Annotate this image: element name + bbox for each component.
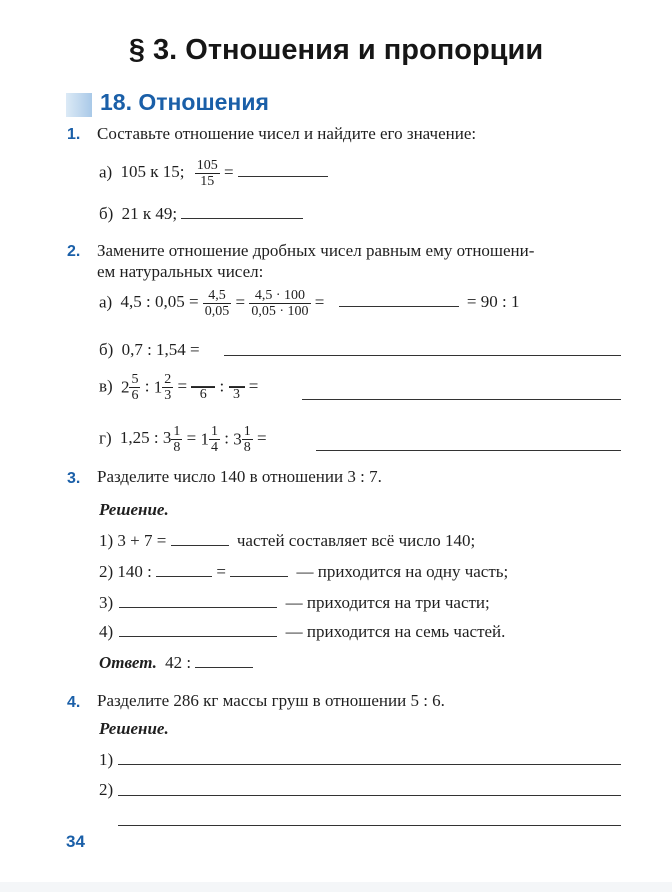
item-label: а): [99, 292, 113, 312]
denominator: 3: [164, 388, 172, 403]
equals-sign: =: [248, 376, 259, 396]
step-suffix: — приходится на одну часть;: [296, 562, 509, 581]
equals-sign: =: [256, 428, 267, 448]
fraction: [129, 372, 140, 403]
answer-line[interactable]: [118, 764, 621, 765]
denominator: 0,05 · 100: [251, 304, 309, 319]
answer-row: [99, 653, 253, 673]
answer-blank[interactable]: [119, 622, 277, 637]
section-title: 18. Отношения: [100, 89, 269, 115]
answer-blank[interactable]: [339, 292, 459, 307]
result-text: = 90 : 1: [466, 292, 520, 312]
solution-step-4: [99, 622, 505, 642]
task-number: 3.: [67, 470, 81, 487]
numerator: 4,5: [208, 288, 226, 303]
answer-text: 42 :: [165, 653, 192, 672]
numerator: 2: [164, 372, 172, 387]
fraction: [249, 288, 310, 319]
equals-sign: =: [314, 292, 325, 312]
answer-blank[interactable]: [181, 204, 303, 219]
task2-item-c: [99, 372, 258, 403]
task-text: Разделите 286 кг массы груш в отношении 5 : 6.: [97, 691, 445, 710]
item-label: в): [99, 376, 113, 396]
numerator: 1: [243, 424, 251, 439]
denominator: 0,05: [204, 304, 230, 319]
whole-part: 1: [200, 429, 209, 449]
item-label: б): [99, 340, 114, 359]
answer-blank[interactable]: [230, 562, 288, 577]
denominator: 6: [191, 387, 215, 401]
denominator: 8: [173, 440, 181, 455]
fraction: [162, 372, 173, 403]
denominator: 4: [210, 440, 218, 455]
step-suffix: частей составляет всё число 140;: [236, 531, 476, 550]
task2-item-b: [99, 340, 200, 360]
solution-step-3: [99, 593, 490, 613]
task1-item-b: [99, 204, 303, 224]
solution-step-1: [99, 531, 475, 551]
answer-blank[interactable]: [238, 162, 328, 177]
whole-part: 1: [153, 377, 163, 397]
answer-blank[interactable]: [195, 653, 253, 668]
mixed-number: [200, 424, 220, 455]
blank-fraction[interactable]: [229, 375, 245, 401]
colon: :: [144, 376, 150, 396]
page-number: 34: [66, 832, 85, 851]
chapter-title: § 3. Отношения и пропорции: [128, 34, 544, 66]
fraction: [242, 424, 253, 455]
answer-line[interactable]: [302, 399, 621, 400]
mixed-number: [154, 372, 174, 403]
denominator: 8: [243, 440, 251, 455]
denominator: 15: [195, 173, 220, 189]
task2-item-d: [99, 424, 267, 455]
whole-part: 2: [120, 377, 130, 397]
page-bottom-edge: [0, 882, 672, 892]
answer-blank[interactable]: [171, 531, 229, 546]
task2-item-a: [99, 288, 519, 319]
denominator: 3: [229, 387, 245, 401]
blank-fraction[interactable]: [191, 375, 215, 401]
answer-label: Ответ.: [99, 653, 157, 672]
colon: :: [219, 376, 225, 396]
numerator: 4,5 · 100: [254, 288, 306, 303]
equals-sign: =: [235, 292, 246, 312]
equals-sign: =: [216, 562, 226, 581]
expression: 0,7 : 1,54 =: [121, 340, 200, 359]
step-prefix: 4): [99, 622, 114, 641]
answer-line[interactable]: [316, 450, 621, 451]
ratio-text: 105 к 15;: [120, 162, 185, 182]
task-text: Составьте отношение чисел и найдите его значение:: [97, 124, 477, 143]
numerator: 1: [210, 424, 218, 439]
item-label: б): [99, 204, 114, 223]
item-label: а): [99, 162, 113, 182]
task-text: Разделите число 140 в отношении 3 : 7.: [97, 467, 382, 486]
numerator: 1: [173, 424, 181, 439]
task-text-line2: ем натуральных чисел:: [97, 262, 264, 281]
item-label: г): [99, 428, 112, 448]
expression: 1,25 : 3: [119, 428, 172, 448]
colon: :: [224, 428, 229, 448]
section-marker: [66, 93, 92, 117]
answer-line[interactable]: [224, 355, 621, 356]
fraction: [171, 424, 182, 455]
fraction: [195, 158, 220, 189]
numerator: 5: [131, 372, 139, 387]
solution-label: Решение.: [99, 500, 169, 519]
task-number: 4.: [67, 694, 81, 711]
solution-step-1-label: 1): [99, 750, 114, 769]
solution-step-2: [99, 562, 508, 582]
step-prefix: 2) 140 :: [99, 562, 152, 581]
mixed-number: [121, 372, 141, 403]
ratio-text: 21 к 49;: [121, 204, 178, 223]
task-number: 1.: [67, 126, 81, 143]
numerator: 105: [196, 158, 218, 173]
answer-line[interactable]: [118, 825, 621, 826]
solution-label: Решение.: [99, 719, 169, 738]
answer-line[interactable]: [118, 795, 621, 796]
solution-step-2-label: 2): [99, 780, 114, 799]
equals-sign: =: [177, 376, 188, 396]
answer-blank[interactable]: [156, 562, 212, 577]
task1-item-a: [99, 158, 328, 189]
step-prefix: 1) 3 + 7 =: [99, 531, 167, 550]
mixed-number: [233, 424, 253, 455]
fraction: [203, 288, 232, 319]
step-prefix: 3): [99, 593, 114, 612]
fraction: [209, 424, 220, 455]
equals-sign: =: [186, 428, 197, 448]
step-suffix: — приходится на три части;: [285, 593, 490, 612]
whole-part: 3: [233, 429, 242, 449]
answer-blank[interactable]: [119, 593, 277, 608]
task-number: 2.: [67, 243, 81, 260]
denominator: 6: [131, 388, 139, 403]
step-suffix: — приходится на семь частей.: [285, 622, 506, 641]
task-text-line1: Замените отношение дробных чисел равным ему отношени-: [97, 241, 535, 260]
equals-sign: =: [223, 162, 234, 182]
expression: 4,5 : 0,05 =: [120, 292, 199, 312]
